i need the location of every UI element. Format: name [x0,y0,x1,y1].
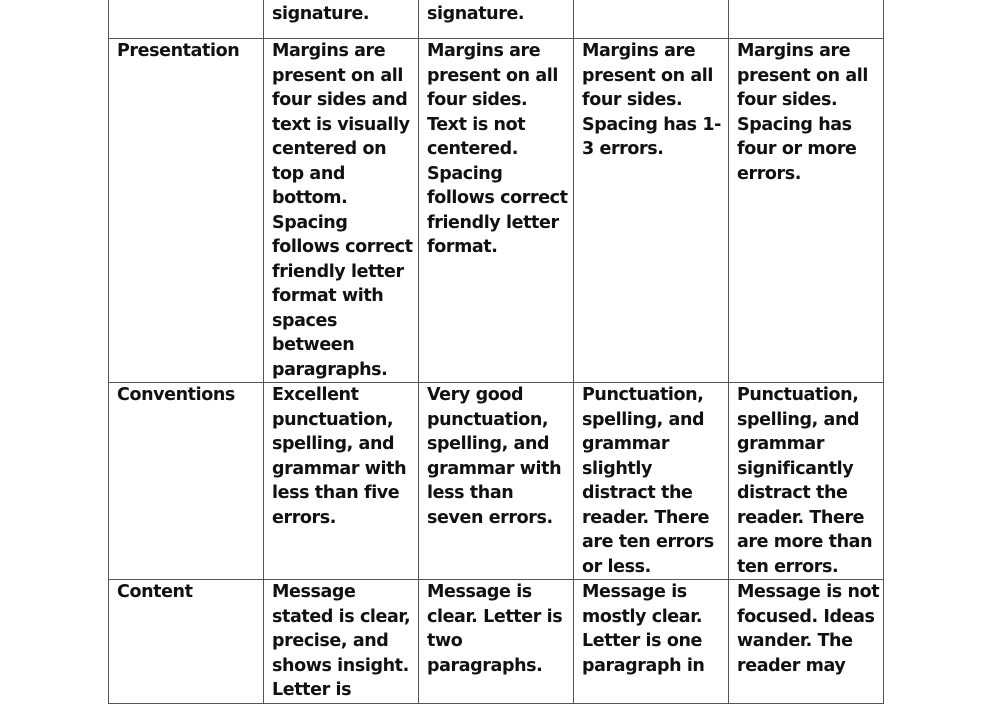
rubric-row-conventions [109,383,884,580]
row-label-content: Content [109,580,264,704]
row-label-conventions: Conventions [109,383,264,580]
cell-text: Very good punctuation, spelling, and grammar with less than seven errors. [427,385,562,528]
cell-text: Excellent punctuation, spelling, and grammar with less than five errors. [272,385,407,528]
cell-conventions-2 [574,383,729,580]
cell-text: Margins are present on all four sides and text is visually centered on top and bottom. Spacing follows correct friendly letter format with spaces between paragraphs. [272,41,413,380]
cell-text: Message stated is clear, precise, and shows insight. Letter is [272,582,411,700]
cell-conventions-1 [729,383,884,580]
cell-text: signature. [272,3,370,24]
cell-content-2 [574,580,729,704]
cell-presentation-4 [264,39,419,383]
cell-content-3 [419,580,574,704]
cell-presentation-2 [574,39,729,383]
cell-text: Margins are present on all four sides. Text is not centered. Spacing follows correct friendly letter format. [427,41,568,257]
row-label-previous [109,0,264,39]
cell-text: Message is mostly clear. Letter is one paragraph in [582,582,705,676]
rubric-row-previous [109,0,884,39]
cell-previous-2 [574,0,729,39]
cell-content-4 [264,580,419,704]
cell-previous-4 [264,0,419,39]
cell-conventions-4 [264,383,419,580]
cell-text: Punctuation, spelling, and grammar significantly distract the reader. There are more than ten errors. [737,385,873,577]
cell-content-1 [729,580,884,704]
cell-text: Message is not focused. Ideas wander. The reader may [737,582,880,676]
cell-text: Margins are present on all four sides. Spacing has four or more errors. [737,41,869,184]
rubric-row-presentation [109,39,884,383]
cell-text: signature. [427,3,525,24]
cell-text: Punctuation, spelling, and grammar slightly distract the reader. There are ten errors or less. [582,385,714,577]
cell-text [582,0,725,2]
rubric-row-content [109,580,884,704]
cell-presentation-1 [729,39,884,383]
rubric-table [108,0,884,704]
cell-text: Message is clear. Letter is two paragraphs. [427,582,563,676]
cell-previous-1 [729,0,884,39]
cell-previous-3 [419,0,574,39]
cell-conventions-3 [419,383,574,580]
row-label-presentation: Presentation [109,39,264,383]
cell-presentation-3 [419,39,574,383]
cell-text: Margins are present on all four sides. Spacing has 1-3 errors. [582,41,722,159]
